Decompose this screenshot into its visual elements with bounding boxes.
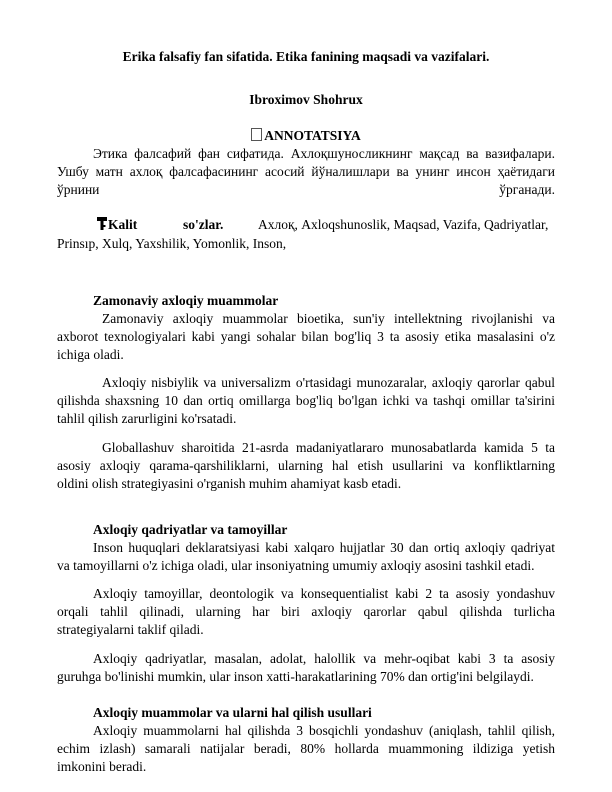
annotation-line: ўрнини xyxy=(57,182,100,197)
paragraph-line: Axloqiy nisbiylik va universalizm o'rtasidagi munozaralar, axloqiy qarorlar qabul xyxy=(102,375,555,390)
document-title: Erika falsafiy fan sifatida. Etika fanining maqsadi va vazifalari. xyxy=(122,49,490,64)
paragraph-line: orqali tahlil qilinadi, ularning har biri axloqiy qarorlar qabul qilishda turlicha xyxy=(57,604,555,619)
paragraph-line: axborot texnologiyalari kabi yangi sohalar bilan bog'liq 3 ta asosiy etika masalasini o'z xyxy=(57,329,555,344)
section-heading: Zamonaviy axloqiy muammolar xyxy=(93,293,279,308)
keywords-label-2: so'zlar. xyxy=(183,217,224,232)
paragraph-line: va tamoyillarni o'z ichiga oladi, ular insoniyatning umumiy axloqiy asosini tashkil etadi. xyxy=(57,558,535,573)
paragraph-line: Zamonaviy axloqiy muammolar bioetika, sun'iy intellektning rivojlanishi va xyxy=(102,311,555,326)
annotation-heading: ANNOTATSIYA xyxy=(0,128,612,144)
paragraph-line: ichiga oladi. xyxy=(57,347,124,362)
paragraph-line: Axloqiy tamoyillar, deontologik va konsequentialist kabi 2 ta asosiy yondashuv xyxy=(93,586,555,601)
paragraph-line: tahlil qilish zarurligini ko'rsatadi. xyxy=(57,411,237,426)
paragraph-line: Inson huquqlari deklaratsiyasi kabi xalqaro hujjatlar 30 dan ortiq axloqiy qadriyat xyxy=(93,540,555,555)
keywords-line: Prinsıp, Xulq, Yaxshilik, Yomonlik, Inson, xyxy=(57,236,287,251)
paragraph-line: guruhga bo'linishi mumkin, ular inson xatti-harakatlarining 70% dan ortig'ini belgilaydi. xyxy=(57,669,534,684)
paragraph-line: asosiy axloqiy qarama-qarshiliklarni, ularning hal etish usullarini va konfliktlarning xyxy=(57,458,555,473)
paragraph-line: imkonini beradi. xyxy=(57,759,147,774)
paragraph-line: oldini olish strategiyasini o'rganish muhim ahamiyat kasb etadi. xyxy=(57,476,402,491)
paragraph-line: Axloqiy qadriyatlar, masalan, adolat, halollik va mehr-oqibat kabi 3 ta asosiy xyxy=(93,651,555,666)
placeholder-box-icon xyxy=(251,128,262,141)
author-name: Ibroximov Shohrux xyxy=(249,92,363,107)
paragraph-line: Globallashuv sharoitida 21-asrda madaniyatlararo munosabatlarda kamida 5 ta xyxy=(102,440,555,455)
paragraph-line: echim izlash) samarali natijalar beradi, 80% hollarda muammoning ildiziga yetish xyxy=(57,741,555,756)
key-icon xyxy=(96,217,108,231)
annotation-line: Ушбу матн ахлоқ фалсафасининг асосий йўналишлари ва унинг инсон ҳаётидаги xyxy=(57,164,555,179)
paragraph-line: strategiyalarni taklif qiladi. xyxy=(57,622,204,637)
section-heading: Axloqiy muammolar va ularni hal qilish usullari xyxy=(93,705,372,720)
keywords-label: Kalit xyxy=(96,217,137,233)
annotation-line: Этика фалсафий фан сифатида. Ахлоқшуносликнинг мақсад ва вазифалари. xyxy=(93,146,555,161)
annotation-line: ўрганади. xyxy=(499,182,555,197)
paragraph-line: Axloqiy muammolarni hal qilishda 3 bosqichli yondashuv (aniqlash, tahlil qilish, xyxy=(93,723,555,738)
section-heading: Axloqiy qadriyatlar va tamoyillar xyxy=(93,522,288,537)
keywords-line: Axлоқ, Axloqshunoslik, Maqsad, Vazifa, Qadriyatlar, xyxy=(258,217,549,232)
paragraph-line: qilishda shaxsning 10 dan ortiq omillarga bog'liq bo'lgan ichki va tashqi omillar ta'sirini xyxy=(57,393,555,408)
